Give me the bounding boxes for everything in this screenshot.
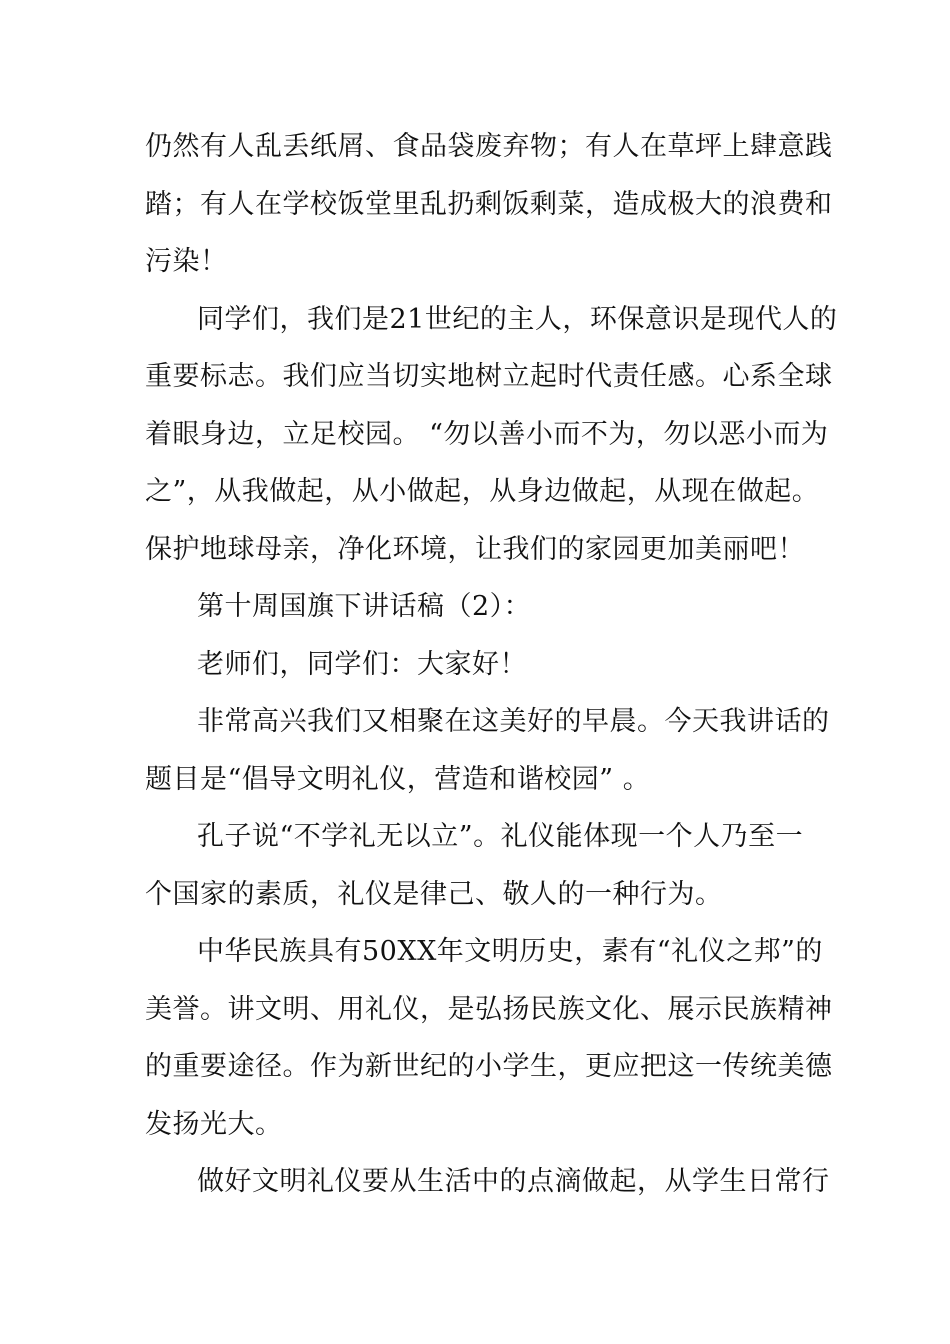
text-line: 孔子说“不学礼无以立”。礼仪能体现一个人乃至一 (197, 821, 804, 852)
text-line: 的重要途径。作为新世纪的小学生，更应把这一传统美德 (145, 1051, 833, 1082)
text-line: 之”，从我做起，从小做起，从身边做起，从现在做起。 (145, 476, 820, 507)
text-line: 美誉。讲文明、用礼仪，是弘扬民族文化、展示民族精神 (145, 993, 833, 1025)
text-line: 重要标志。我们应当切实地树立起时代责任感。心系全球 (145, 361, 833, 392)
text-line: 中华民族具有50XX年文明历史，素有“礼仪之邦”的 (197, 936, 823, 967)
text-line: 保护地球母亲，净化环境，让我们的家园更加美丽吧！ (145, 533, 805, 565)
text-line: 个国家的素质，礼仪是律己、敬人的一种行为。 (145, 878, 723, 910)
text-line: 仍然有人乱丢纸屑、食品袋废弃物；有人在草坪上肆意践 (145, 131, 833, 162)
text-line: 发扬光大。 (145, 1108, 283, 1140)
text-line: 非常高兴我们又相聚在这美好的早晨。今天我讲话的 (197, 706, 830, 737)
text-line: 踏；有人在学校饭堂里乱扔剩饭剩菜，造成极大的浪费和 (145, 188, 833, 220)
section-heading: 第十周国旗下讲话稿（2）： (197, 591, 532, 622)
text-line: 同学们，我们是21世纪的主人，环保意识是现代人的 (197, 303, 838, 335)
text-line: 做好文明礼仪要从生活中的点滴做起，从学生日常行 (197, 1166, 830, 1197)
text-line: 着眼身边，立足校园。 “勿以善小而不为，勿以恶小而为 (145, 418, 829, 450)
text-line: 题目是“倡导文明礼仪，营造和谐校园” 。 (145, 763, 651, 795)
document-body (145, 118, 838, 1211)
greeting-line: 老师们，同学们：大家好！ (197, 648, 527, 680)
text-line: 污染！ (145, 246, 228, 277)
